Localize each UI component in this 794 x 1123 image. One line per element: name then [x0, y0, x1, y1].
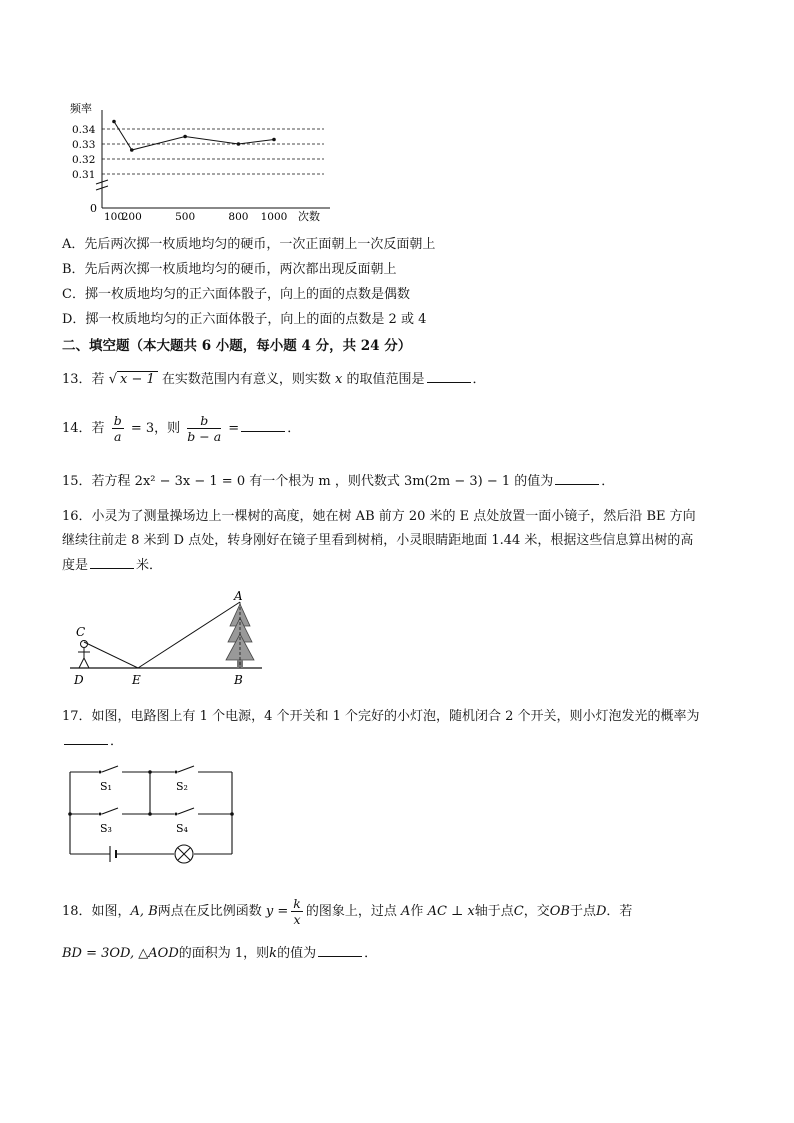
circuit-diagram: [64, 762, 240, 868]
y-tick-label: 0.32: [72, 154, 96, 166]
option-d: D．掷一枚质地均匀的正六面体骰子，向上的面的点数是 2 或 4: [62, 312, 427, 327]
q18-var-k: k: [269, 946, 278, 961]
q18-perp: AC ⊥ x: [427, 904, 475, 919]
q18-text-9: 的值为: [277, 946, 317, 961]
data-point: [130, 148, 134, 152]
q18-fraction: $\frac{k}{x}$: [293, 896, 301, 927]
q18-segment-ob: OB: [549, 904, 570, 919]
q16-prefix: 度是: [62, 558, 89, 573]
person-figure: [78, 641, 90, 669]
y-tick-label: 0.31: [72, 169, 96, 181]
question-14: [62, 412, 300, 446]
q15-end: ．: [601, 474, 615, 489]
q14-end: ．: [287, 421, 301, 436]
q13-prefix: 13．若: [62, 372, 105, 387]
label-b: B: [234, 673, 243, 687]
q18-condition: BD = 3OD, △AOD: [62, 946, 179, 961]
switch-s1-label: S₁: [100, 780, 112, 793]
x-tick-label: 800: [228, 211, 249, 222]
reflect-line-ea: [138, 602, 240, 668]
question-17-line-1: 17．如图，电路图上有 1 个电源，4 个开关和 1 个完好的小灯泡，随机闭合 2 个开关，则小灯泡发光的概率为: [62, 709, 700, 724]
q18-text-4: 轴于点: [474, 904, 514, 919]
label-c: C: [76, 625, 86, 639]
x-tick-label: 500: [175, 211, 196, 222]
option-b: B．先后两次掷一枚质地均匀的硬币，两次都出现反面朝上: [62, 262, 397, 277]
q15-answer-blank[interactable]: [555, 472, 599, 485]
data-point: [237, 142, 241, 146]
label-a: A: [234, 589, 243, 603]
q18-end: ．: [364, 946, 378, 961]
data-point: [272, 138, 276, 142]
label-e: E: [132, 673, 141, 687]
q13-tail: 的取值范围是: [346, 372, 425, 387]
switch-s2-label: S₂: [176, 780, 188, 793]
q14-answer-blank[interactable]: [241, 419, 285, 432]
q18-text-5: ，交: [523, 904, 550, 919]
question-16-line-1: 16．小灵为了测量操场边上一棵树的高度，她在树 AB 前方 20 米的 E 点处放置一面小镜子，然后沿 BE 方向: [62, 509, 696, 524]
q13-sqrt: √ x − 1: [109, 371, 158, 387]
q15-text: 15．若方程 2x² − 3x − 1 = 0 有一个根为 m ，则代数式 3m(2m − 3) − 1 的值为: [62, 474, 554, 489]
question-13: [62, 370, 486, 389]
q14-fraction-1: $\frac{b}{a}$: [113, 413, 122, 444]
q18-point-d: D: [595, 904, 607, 919]
question-18-line-1: [62, 896, 632, 927]
x-tick-label: 1000: [260, 211, 288, 222]
section-title: 二、填空题（本大题共 6 小题，每小题 4 分，共 24 分）: [62, 338, 412, 354]
series-line: [114, 122, 274, 151]
question-17-line-2: [62, 732, 123, 751]
q13-rest: 在实数范围内有意义，则实数: [161, 372, 331, 387]
question-18-line-2: [62, 944, 377, 963]
lamp-icon: [175, 845, 193, 863]
q18-text-6: 于点: [569, 904, 596, 919]
data-point: [183, 135, 187, 139]
q17-end: ．: [110, 734, 124, 749]
y-tick-label: 0.33: [72, 139, 96, 151]
x-tick-label: 100: [103, 211, 125, 222]
q18-text-1: 两点在反比例函数: [157, 904, 262, 919]
label-d: D: [74, 673, 84, 687]
q18-point-a: A: [401, 904, 411, 919]
q18-text-3: 作: [410, 904, 424, 919]
q14-eq2: =: [228, 421, 240, 436]
question-16-line-3: [62, 556, 162, 575]
tree-mirror-diagram: [66, 588, 266, 690]
q18-func: y =: [265, 904, 289, 919]
option-c: C．掷一枚质地均匀的正六面体骰子，向上的面的点数是偶数: [62, 287, 410, 302]
x-tick-label: 200: [121, 211, 142, 222]
q18-text-2: 的图象上，过点: [305, 904, 397, 919]
q18-text-7: ．若: [606, 904, 633, 919]
q14-fraction-2: $\frac{b}{b - a}$: [187, 413, 222, 444]
q13-var: x: [335, 372, 343, 387]
chart-xlabel: 次数: [298, 210, 320, 222]
data-point: [112, 120, 116, 124]
q13-answer-blank[interactable]: [427, 370, 471, 383]
frequency-chart: [62, 98, 342, 222]
switch-s3-label: S₃: [100, 822, 112, 835]
chart-ylabel: 频率: [70, 102, 92, 115]
question-15: [62, 472, 614, 491]
q18-prefix: 18．如图，: [62, 904, 131, 919]
option-a: A．先后两次掷一枚质地均匀的硬币，一次正面朝上一次反面朝上: [62, 237, 436, 252]
q13-end: ．: [472, 372, 486, 387]
q18-point-c: C: [513, 904, 524, 919]
q18-points: A, B: [130, 904, 158, 919]
q18-answer-blank[interactable]: [318, 944, 362, 957]
q14-prefix: 14．若: [62, 421, 105, 436]
sight-line-ce: [84, 642, 138, 668]
q14-eq: = 3，则: [130, 421, 181, 436]
question-16-line-2: 继续往前走 8 米到 D 点处，转身刚好在镜子里看到树梢，小灵眼睛距地面 1.44 米，根据这些信息算出树的高: [62, 533, 694, 548]
switch-s4-label: S₄: [176, 822, 188, 835]
chart-origin: 0: [90, 202, 97, 215]
q17-answer-blank[interactable]: [64, 732, 108, 745]
q16-end: 米．: [136, 558, 163, 573]
y-tick-label: 0.34: [72, 124, 96, 136]
q18-text-8: 的面积为 1，则: [178, 946, 270, 961]
tree-icon: [226, 602, 254, 668]
q16-answer-blank[interactable]: [90, 556, 134, 569]
